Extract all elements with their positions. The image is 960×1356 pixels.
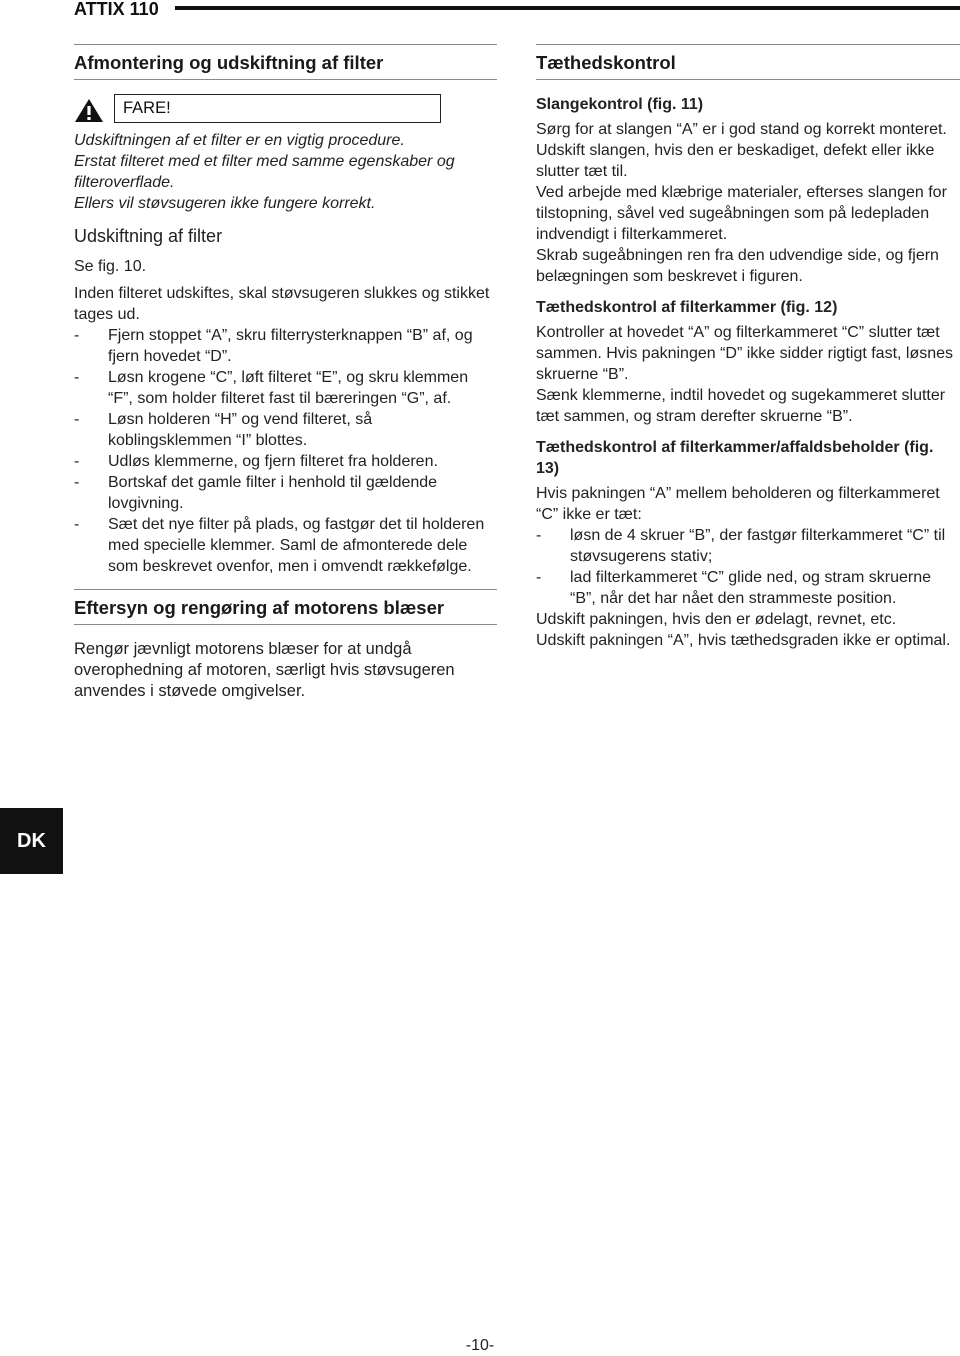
dash-bullet: - (74, 411, 80, 428)
warning-label-box (114, 94, 441, 123)
hose-check-heading: Slangekontrol (fig. 11) (536, 96, 704, 113)
warning-text-line: Erstat filteret med et filter med samme egenskaber og filteroverflade. (74, 153, 455, 191)
dash-bullet: - (74, 516, 80, 533)
page-number: -10- (465, 1337, 495, 1354)
document-header-title: ATTIX 110 (74, 0, 159, 19)
dash-bullet: - (74, 369, 80, 386)
steps-list (74, 325, 497, 577)
warning-label: FARE! (123, 99, 171, 117)
language-tab-label: DK (17, 830, 46, 852)
section-title-motor-fan: Eftersyn og rengøring af motorens blæser (74, 589, 497, 625)
warning-triangle-icon (74, 98, 104, 123)
list-item (74, 472, 497, 514)
waste-intro-paragraph: Hvis pakningen “A” mellem beholderen og filterkammeret “C” ikke er tæt: (536, 485, 940, 523)
filter-chamber-paragraph: Sænk klemmerne, indtil hovedet og sugekammeret slutter tæt sammen, og stram derefter skruerne “B”. (536, 387, 946, 425)
hose-paragraph: Udskift slangen, hvis den er beskadiget, defekt eller ikke slutter tæt til. (536, 142, 935, 180)
warning-text-line: Udskiftningen af et filter er en vigtig procedure. (74, 132, 405, 149)
list-item (536, 567, 960, 609)
dash-bullet: - (74, 327, 80, 344)
subheading-filter-replacement: Udskiftning af filter (74, 226, 223, 246)
list-item (74, 514, 497, 577)
step-text: Løsn krogene “C”, løft filteret “E”, og skru klemmen “F”, som holder filteret fast til bæreringen “G”, af. (108, 369, 469, 407)
step-text: Fjern stoppet “A”, skru filterrysterknappen “B” af, og fjern hovedet “D”. (108, 327, 473, 365)
closing-paragraph: Udskift pakningen, hvis den er ødelagt, revnet, etc. (536, 611, 897, 628)
figure-reference: Se fig. 10. (74, 258, 147, 275)
hose-paragraph: Skrab sugeåbningen ren fra den udvendige side, og fjern belægningen som beskrevet i figuren. (536, 247, 939, 285)
right-column (536, 44, 960, 651)
list-item (74, 451, 497, 472)
dash-bullet: - (536, 527, 542, 544)
dash-bullet: - (74, 474, 80, 491)
step-text: Bortskaf det gamle filter i henhold til gældende lovgivning. (108, 474, 438, 512)
section-title-tightness-check: Tæthedskontrol (536, 44, 960, 80)
warning-block (74, 94, 497, 124)
closing-paragraph: Udskift pakningen “A”, hvis tæthedsgraden ikke er optimal. (536, 632, 951, 649)
list-item (74, 367, 497, 409)
step-text: Sæt det nye filter på plads, og fastgør det til holderen med specielle klemmer. Saml de afmonterede dele som beskrevet ovenfor, men i omvendt rækkefølge. (108, 516, 485, 575)
warning-text-line: Ellers vil støvsugeren ikke fungere korrekt. (74, 195, 376, 212)
section-title-filter-replacement: Afmontering og udskiftning af filter (74, 44, 497, 80)
waste-steps-list (536, 525, 960, 609)
intro-paragraph: Inden filteret udskiftes, skal støvsugeren slukkes og stikket tages ud. (74, 285, 490, 323)
language-tab-dk (0, 808, 63, 874)
step-text: lad filterkammeret “C” glide ned, og stram skruerne “B”, når det har nået den strammeste position. (570, 569, 932, 607)
filter-chamber-paragraph: Kontroller at hovedet “A” og filterkammeret “C” slutter tæt sammen. Hvis pakningen “D” ikke sidder rigtigt fast, løsnes skruerne “B”. (536, 324, 954, 383)
step-text: Udløs klemmerne, og fjern filteret fra holderen. (108, 453, 438, 470)
hose-paragraph: Sørg for at slangen “A” er i god stand og korrekt monteret. (536, 121, 947, 138)
hose-paragraph: Ved arbejde med klæbrige materialer, efterses slangen for tilstopning, såvel ved sugeåbningen som på ledepladen indvendigt i filterkammeret. (536, 184, 947, 243)
waste-container-heading: Tæthedskontrol af filterkammer/affaldsbeholder (fig. 13) (536, 439, 934, 477)
left-column (74, 44, 497, 702)
list-item (74, 409, 497, 451)
list-item (74, 325, 497, 367)
motor-fan-paragraph: Rengør jævnligt motorens blæser for at undgå overophedning af motoren, særligt hvis støvsugeren anvendes i støvede omgivelser. (74, 640, 455, 700)
step-text: løsn de 4 skruer “B”, der fastgør filterkammeret “C” til støvsugerens stativ; (570, 527, 946, 565)
dash-bullet: - (536, 569, 542, 586)
list-item (536, 525, 960, 567)
dash-bullet: - (74, 453, 80, 470)
header-rule (175, 6, 960, 10)
step-text: Løsn holderen “H” og vend filteret, så koblingsklemmen “I” blottes. (108, 411, 373, 449)
filter-chamber-heading: Tæthedskontrol af filterkammer (fig. 12) (536, 299, 838, 316)
